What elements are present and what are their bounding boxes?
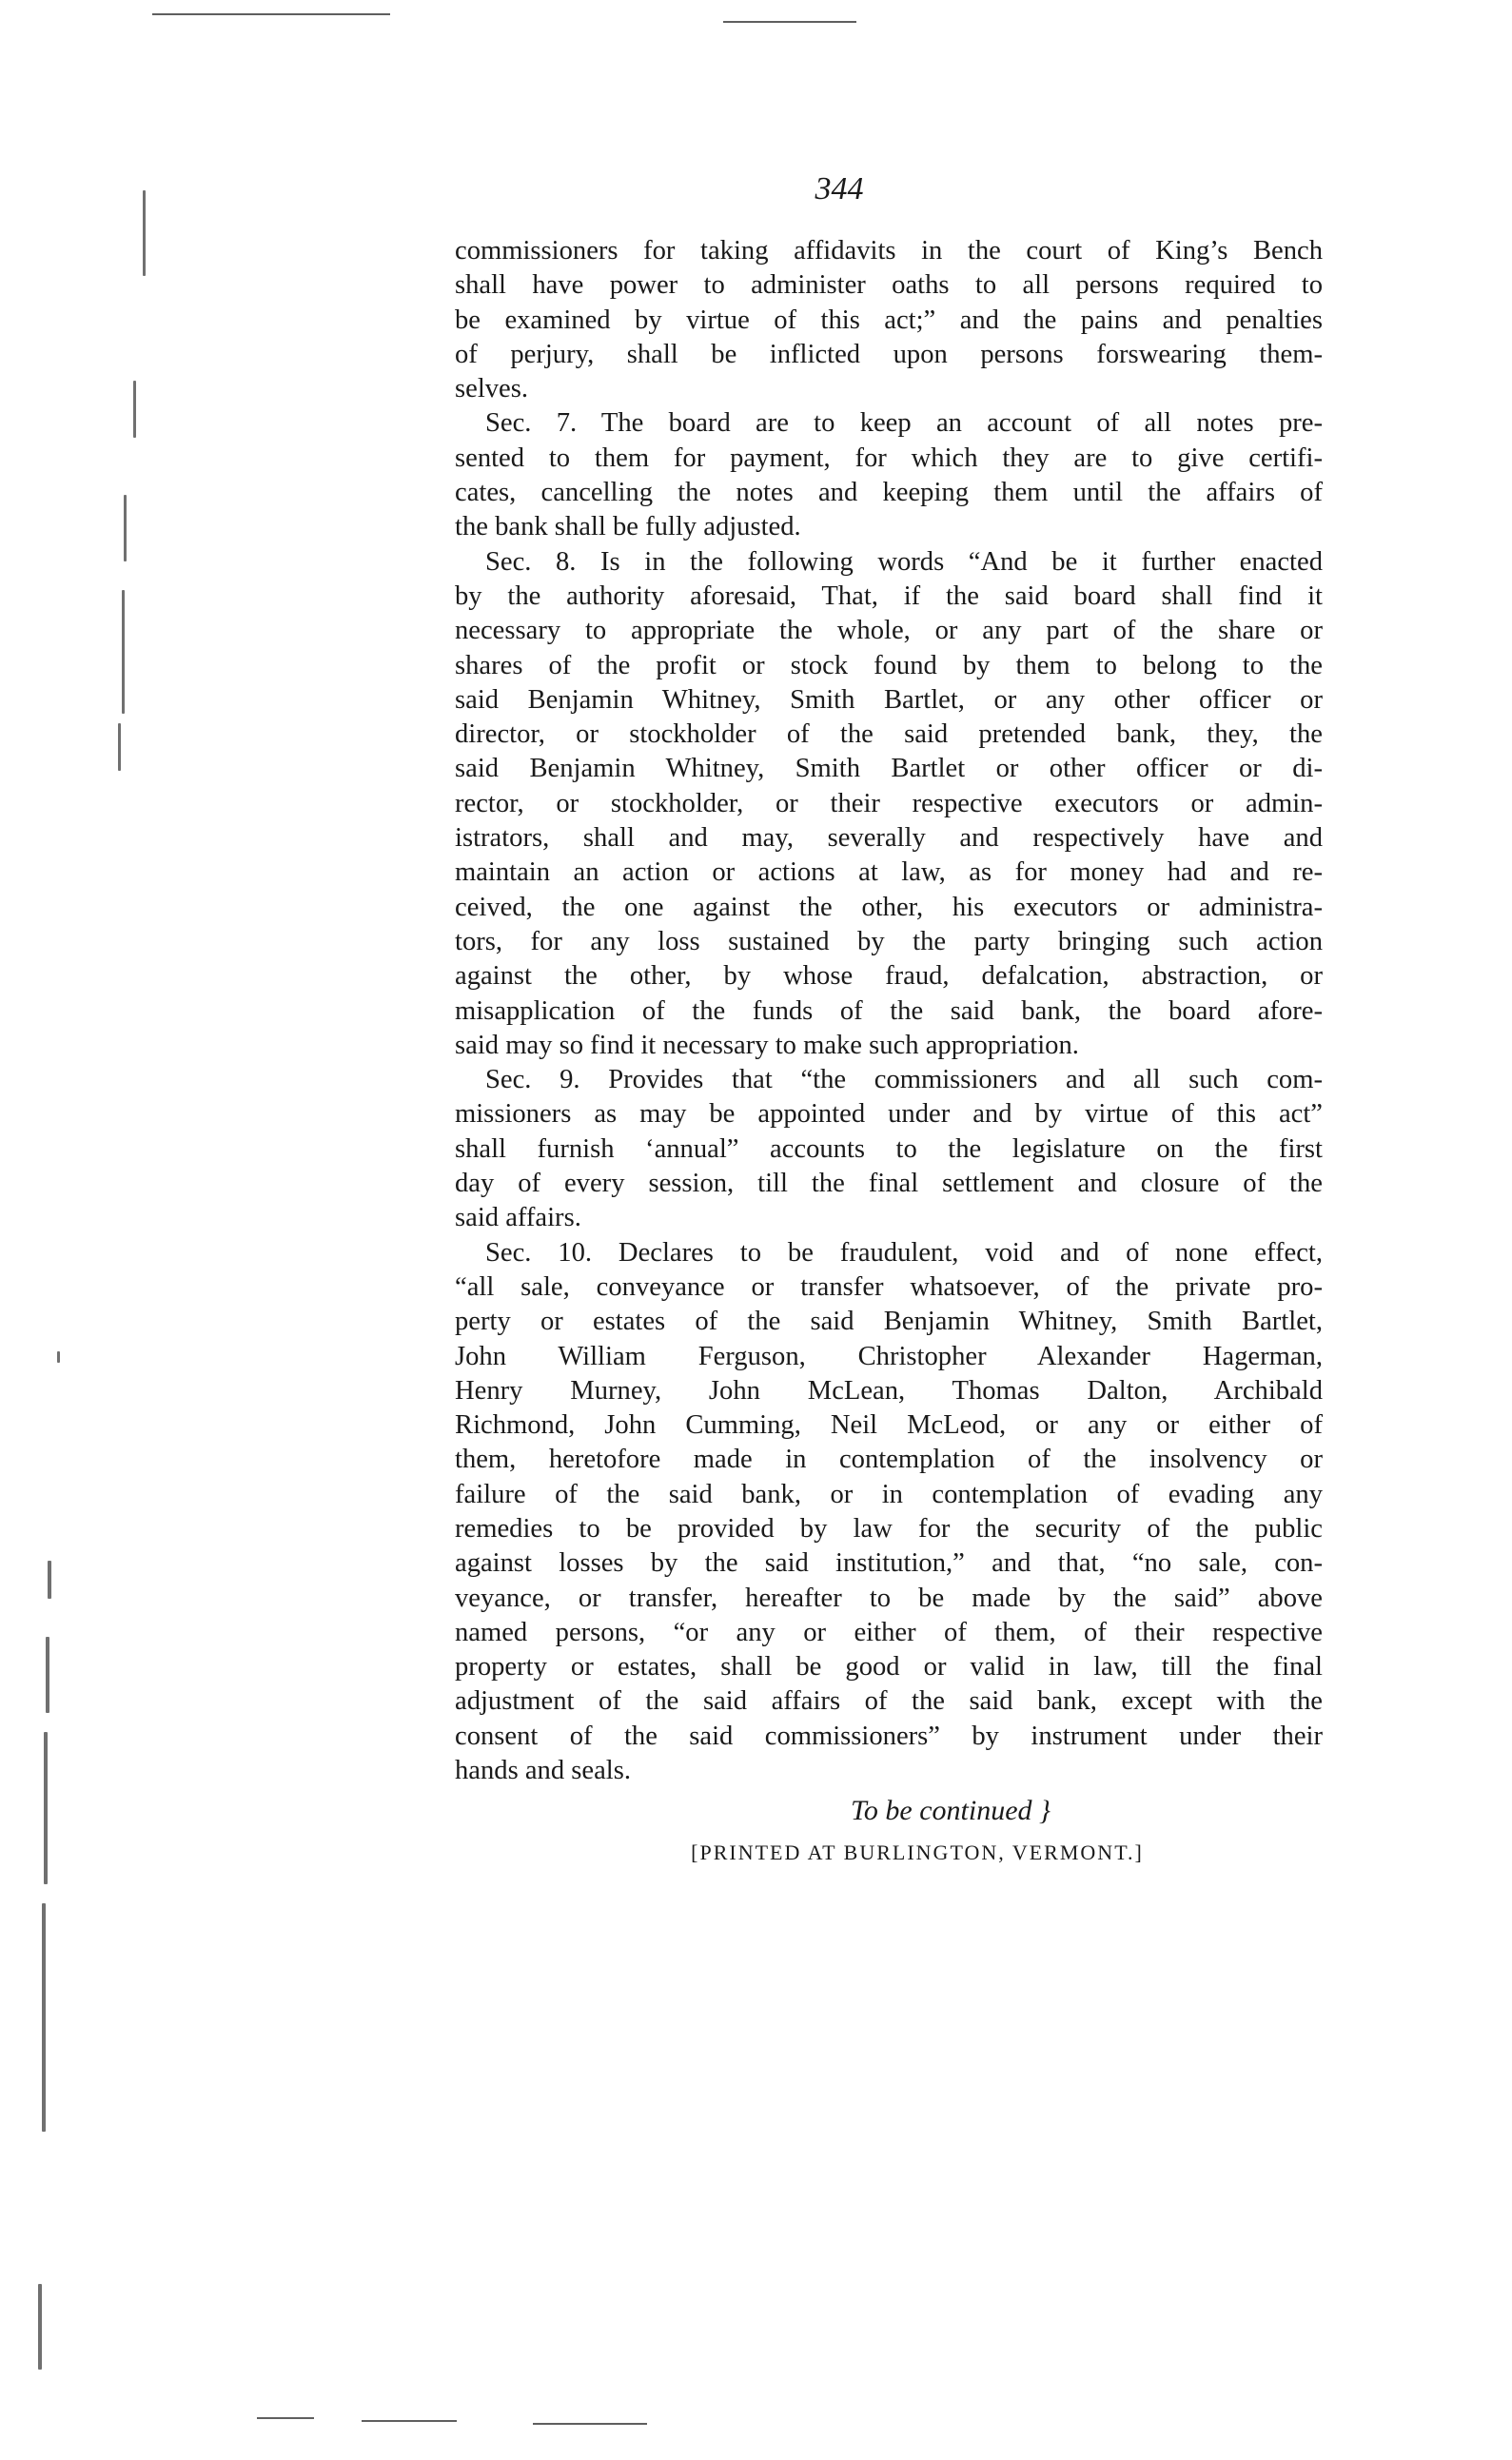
text-line: Sec. 9. Provides that “the commissioners and all such com- — [485, 1065, 1323, 1095]
scan-edge-top — [723, 21, 856, 23]
text-line: misapplication of the funds of the said bank, the board afore- — [455, 995, 1323, 1026]
text-line: shall furnish ‘annual” accounts to the legislature on the first — [455, 1133, 1323, 1164]
text-line: property or estates, shall be good or valid in law, till the final — [455, 1652, 1323, 1683]
text-line: Henry Murney, John McLean, Thomas Dalton, Archibald — [455, 1375, 1323, 1406]
text-line: commissioners for taking affidavits in the court of King’s Bench — [455, 236, 1323, 266]
scan-speck — [124, 495, 127, 561]
text-line: named persons, “or any or either of them, of their respective — [455, 1617, 1323, 1647]
text-line: be examined by virtue of this act;” and the pains and penalties — [455, 305, 1323, 335]
page-number: 344 — [815, 171, 864, 207]
to-be-continued: To be continued } — [850, 1795, 1051, 1827]
text-line: veyance, or transfer, hereafter to be made by the said” above — [455, 1583, 1323, 1613]
text-line: sented to them for payment, for which they are to give certifi- — [455, 443, 1323, 473]
text-line: John William Ferguson, Christopher Alexander Hagerman, — [455, 1341, 1323, 1371]
text-line: against losses by the said institution,” and that, “no sale, con- — [455, 1548, 1323, 1579]
text-line: necessary to appropriate the whole, or any part of the share or — [455, 616, 1323, 646]
text-line: director, or stockholder of the said pretended bank, they, the — [455, 719, 1323, 750]
scan-speck — [44, 1732, 48, 1884]
text-line: istrators, shall and may, severally and respectively have and — [455, 823, 1323, 854]
text-line: consent of the said commissioners” by instrument under their — [455, 1721, 1323, 1751]
text-line: Sec. 8. Is in the following words “And be it further enacted — [485, 546, 1323, 577]
scan-speck — [57, 1351, 60, 1363]
text-line: “all sale, conveyance or transfer whatsoever, of the private pro- — [455, 1271, 1323, 1302]
scan-edge-bottom — [362, 2420, 457, 2422]
body-text — [455, 234, 1323, 1874]
text-line: Sec. 7. The board are to keep an account of all notes pre- — [485, 408, 1323, 439]
text-line: failure of the said bank, or in contemplation of evading any — [455, 1479, 1323, 1509]
scan-edge-bottom — [257, 2417, 314, 2419]
text-line: said Benjamin Whitney, Smith Bartlet or other officer or di- — [455, 754, 1323, 784]
text-line: them, heretofore made in contemplation of the insolvency or — [455, 1445, 1323, 1475]
text-line: by the authority aforesaid, That, if the said board shall find it — [455, 581, 1323, 611]
text-line: adjustment of the said affairs of the said bank, except with the — [455, 1686, 1323, 1717]
text-line: missioners as may be appointed under and by virtue of this act” — [455, 1099, 1323, 1130]
text-line: Sec. 10. Declares to be fraudulent, void and of none effect, — [485, 1237, 1323, 1268]
text-line: shares of the profit or stock found by them to belong to the — [455, 650, 1323, 680]
text-line: of perjury, shall be inflicted upon persons forswearing them- — [455, 339, 1323, 369]
scan-edge-top — [152, 13, 390, 15]
text-line: perty or estates of the said Benjamin Whitney, Smith Bartlet, — [455, 1307, 1323, 1337]
text-line: hands and seals. — [455, 1756, 632, 1786]
scan-speck — [38, 2284, 42, 2370]
printer-imprint: [PRINTED AT BURLINGTON, VERMONT.] — [691, 1840, 1144, 1865]
text-line: said may so find it necessary to make such appropriation. — [455, 1030, 1079, 1060]
text-line: maintain an action or actions at law, as for money had and re- — [455, 857, 1323, 888]
text-line: the bank shall be fully adjusted. — [455, 512, 801, 542]
text-line: Richmond, John Cumming, Neil McLeod, or any or either of — [455, 1410, 1323, 1441]
text-line: ceived, the one against the other, his executors or administra- — [455, 892, 1323, 922]
scan-speck — [118, 723, 121, 771]
text-line: selves. — [455, 374, 529, 404]
scan-speck — [122, 590, 125, 714]
text-line: against the other, by whose fraud, defalcation, abstraction, or — [455, 961, 1323, 992]
text-lines — [455, 234, 1323, 1788]
text-line: said affairs. — [455, 1203, 581, 1233]
text-line: shall have power to administer oaths to all persons required to — [455, 270, 1323, 301]
scan-speck — [46, 1637, 49, 1713]
text-line: cates, cancelling the notes and keeping them until the affairs of — [455, 478, 1323, 508]
scan-speck — [42, 1903, 46, 2132]
scan-speck — [133, 381, 136, 438]
text-line: said Benjamin Whitney, Smith Bartlet, or any other officer or — [455, 684, 1323, 715]
text-line: day of every session, till the final settlement and closure of the — [455, 1169, 1323, 1199]
text-line: rector, or stockholder, or their respective executors or admin- — [455, 788, 1323, 818]
scan-speck — [48, 1561, 51, 1599]
text-line: tors, for any loss sustained by the party bringing such action — [455, 926, 1323, 956]
text-line: remedies to be provided by law for the security of the public — [455, 1513, 1323, 1544]
scan-edge-bottom — [533, 2423, 647, 2425]
